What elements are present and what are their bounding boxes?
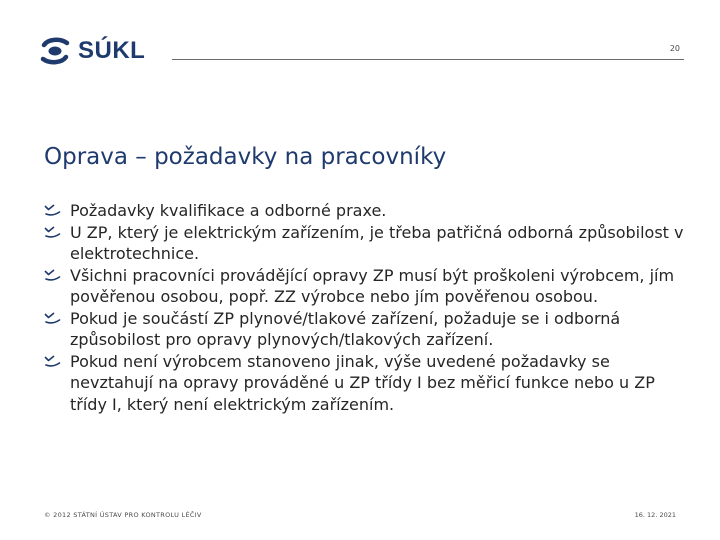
check-arrow-icon bbox=[44, 226, 61, 238]
check-arrow-icon bbox=[44, 312, 61, 324]
bullet-item bbox=[44, 200, 684, 222]
bullet-text: Všichni pracovníci provádějící opravy ZP musí být proškoleni výrobcem, jím pověřenou osobou, popř. ZZ výrobce nebo jím pověřenou osobou. bbox=[70, 265, 675, 306]
slide-title: Oprava – požadavky na pracovníky bbox=[44, 144, 447, 170]
sukl-logo-icon bbox=[38, 36, 72, 66]
bullet-item bbox=[44, 265, 684, 308]
bullet-text: Pokud je součástí ZP plynové/tlakové zařízení, požaduje se i odborná způsobilost pro opravy plynových/tlakových zařízení. bbox=[70, 308, 621, 349]
bullet-list bbox=[44, 200, 684, 415]
bullet-text: Požadavky kvalifikace a odborné praxe. bbox=[70, 201, 387, 220]
check-arrow-icon bbox=[44, 355, 61, 367]
footer-date: 16. 12. 2021 bbox=[634, 511, 676, 519]
bullet-text: U ZP, který je elektrickým zařízením, je třeba patřičná odborná způsobilost v elektrotechnice. bbox=[70, 222, 684, 263]
footer-copyright: © 2012 STÁTNÍ ÚSTAV PRO KONTROLU LÉČIV bbox=[44, 511, 202, 519]
bullet-text: Pokud není výrobcem stanoveno jinak, výše uvedené požadavky se nevztahují na opravy prováděné u ZP třídy I bez měřicí funkce nebo u ZP třídy I, který není elektrickým zařízením. bbox=[70, 351, 655, 414]
page-number: 20 bbox=[669, 44, 680, 53]
logo-text: SÚKL bbox=[78, 37, 146, 64]
sukl-logo bbox=[38, 36, 145, 66]
bullet-item bbox=[44, 351, 684, 416]
bullet-item bbox=[44, 222, 684, 265]
bullet-item bbox=[44, 308, 684, 351]
header-divider bbox=[172, 59, 684, 60]
check-arrow-icon bbox=[44, 269, 61, 281]
check-arrow-icon bbox=[44, 204, 61, 216]
